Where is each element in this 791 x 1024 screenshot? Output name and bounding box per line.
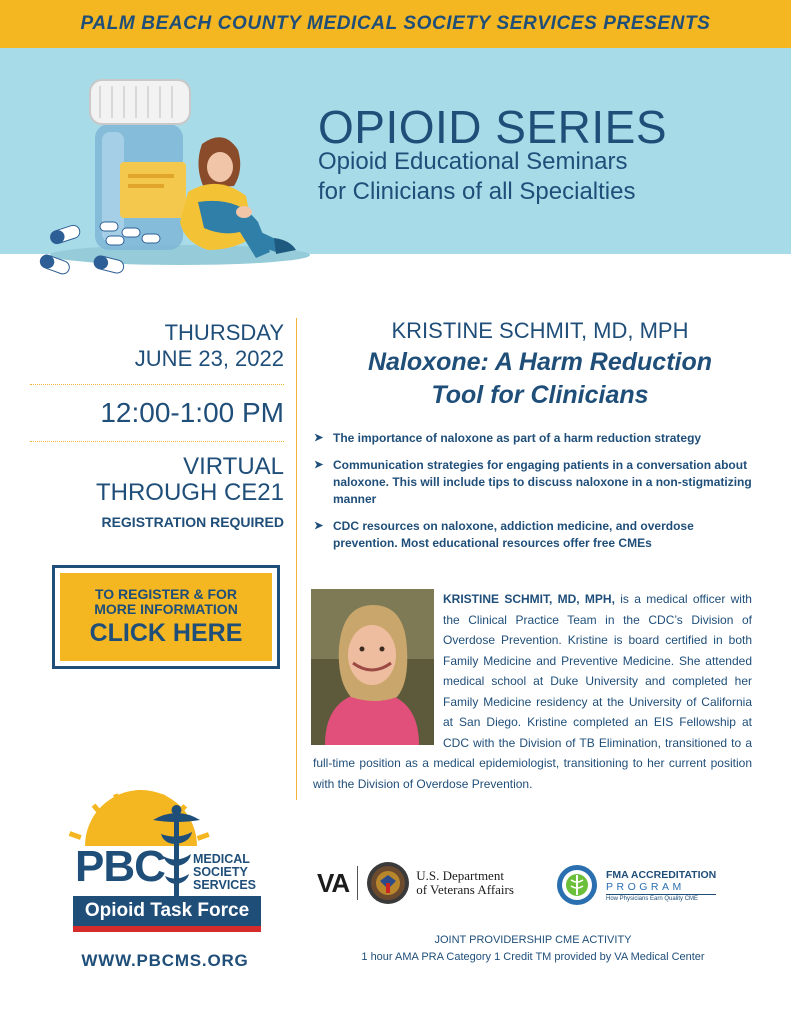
fma-line-2: PROGRAM: [606, 880, 685, 893]
divider: [30, 384, 284, 385]
click-here-label: CLICK HERE: [89, 618, 243, 647]
talk-title-line-2: Tool for Clinicians: [431, 381, 649, 409]
event-date-text: JUNE 23, 2022: [134, 346, 284, 371]
event-details: [30, 320, 284, 530]
hero-section: [0, 48, 791, 254]
pbc-wordmark: PBC: [75, 842, 165, 891]
fma-accreditation-logo: [556, 864, 716, 906]
registration-note: REGISTRATION REQUIRED: [101, 514, 284, 530]
column-divider: [296, 318, 297, 800]
arrow-icon: ➤: [314, 459, 324, 471]
bio-name: KRISTINE SCHMIT, MD, MPH,: [443, 592, 615, 606]
venue-line-1: VIRTUAL: [183, 453, 284, 480]
va-seal-icon: [366, 861, 410, 905]
joint-line-2: 1 hour AMA PRA Category 1 Credit TM provided by VA Medical Center: [361, 951, 705, 963]
series-subtitle-line-2: for Clinicians of all Specialties: [318, 178, 636, 205]
speaker-name: KRISTINE SCHMIT, MD, MPH: [391, 318, 689, 343]
event-venue: [30, 454, 284, 506]
register-line-2: MORE INFORMATION: [94, 600, 238, 617]
logo-line-1: MEDICAL: [193, 852, 250, 866]
va-mark: VA: [317, 867, 350, 898]
fma-text: [606, 869, 716, 902]
medical-society-services: [193, 853, 256, 892]
va-line-1: U.S. Department: [416, 868, 504, 883]
fma-line-1: FMA ACCREDITATION: [606, 868, 717, 881]
register-line-1: TO REGISTER & FOR: [94, 585, 238, 602]
objective-item: [314, 457, 754, 508]
va-separator: [357, 866, 358, 900]
banner-text: PALM BEACH COUNTY MEDICAL SOCIETY SERVICES PRESENTS: [80, 13, 711, 34]
fma-line-3: How Physicians Earn Quality CME: [606, 894, 716, 902]
register-button[interactable]: [52, 565, 280, 669]
photo-spacer: [313, 589, 443, 747]
venue-line-2: THROUGH CE21: [95, 479, 284, 506]
joint-line-1: JOINT PROVIDERSHIP CME ACTIVITY: [434, 934, 632, 946]
objective-item: [314, 518, 754, 552]
va-department-name: [416, 869, 514, 897]
opioid-task-force-label: Opioid Task Force: [84, 900, 250, 921]
objective-text: The importance of naloxone as part of a harm reduction strategy: [333, 431, 702, 445]
objective-text: CDC resources on naloxone, addiction medicine, and overdose prevention. Most educational resources offer free CMEs: [333, 519, 694, 550]
event-date: [30, 320, 284, 372]
objective-text: Communication strategies for engaging patients in a conversation about naloxone. This will include tips to discuss naloxone in a non-stigmatizing manner: [333, 458, 752, 506]
website-link[interactable]: WWW.PBCMS.ORG: [81, 951, 249, 970]
top-banner: [0, 0, 791, 48]
arrow-icon: ➤: [314, 432, 324, 444]
series-subtitle-line-1: Opioid Educational Seminars: [318, 148, 628, 175]
logo-line-3: SERVICES: [193, 878, 256, 892]
pill-bottle-illustration: [30, 52, 320, 282]
divider: [30, 441, 284, 442]
va-logo: [317, 858, 514, 908]
va-line-2: of Veterans Affairs: [416, 882, 514, 897]
event-time: 12:00-1:00 PM: [100, 397, 284, 428]
talk-title-line-1: Naloxone: A Harm Reduction: [367, 348, 713, 376]
talk-title: [310, 346, 770, 412]
speaker-bio: [313, 589, 752, 794]
series-subtitle: [318, 147, 635, 207]
cme-credit-note: [318, 932, 748, 966]
logo-line-2: SOCIETY: [193, 865, 248, 879]
bio-text: is a medical officer with the Clinical Practice Team in the CDC’s Division of Overdose Prevention. Kristine is board certified in both Family Medicine and Preventive Medicine. She attended medical school at Duke University and completed her Family Medicine residency at the University of California at San Diego. Kristine completed an EIS Fellowship at CDC with the Division of TB Elimination, transitioned to a full-time position as a medical epidemiologist, transitioning to her current position with the Division of Overdose Prevention.: [313, 592, 752, 791]
register-button-face[interactable]: [60, 573, 272, 661]
arrow-icon: ➤: [314, 520, 324, 532]
event-day: THURSDAY: [164, 320, 284, 345]
pbc-medical-society-logo: [55, 790, 275, 940]
series-title: OPIOID SERIES: [318, 101, 668, 153]
fma-seal-icon: [556, 864, 598, 906]
objectives-list: [314, 430, 754, 562]
objective-item: [314, 430, 754, 447]
